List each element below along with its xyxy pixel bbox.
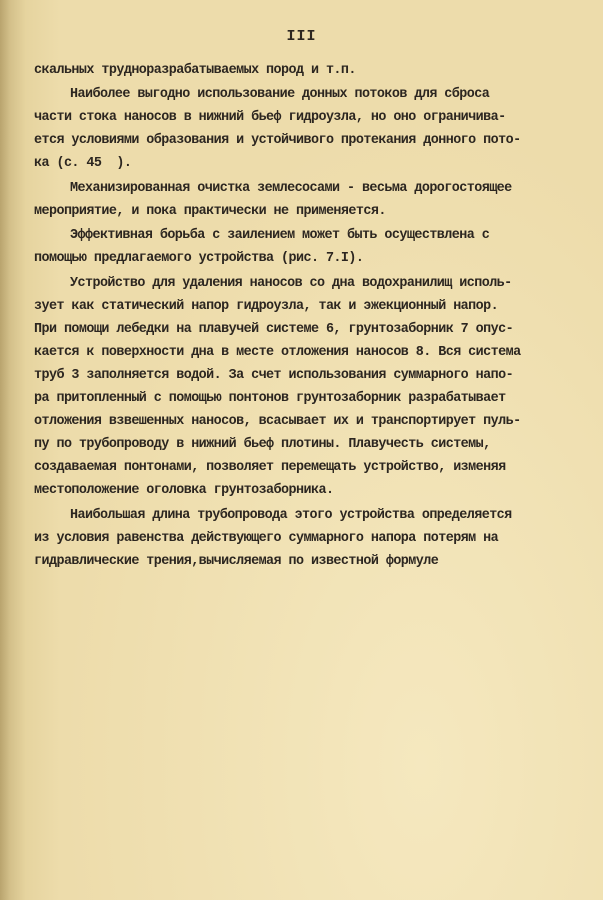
- text-line: создаваемая понтонами, позволяет перемещать устройство, изменяя: [34, 460, 506, 475]
- text-line: Эффективная борьба с заилением может быть осуществлена с: [70, 228, 490, 243]
- text-line: скальных трудноразрабатываемых пород и т.п.: [34, 63, 356, 78]
- text-line: отложения взвешенных наносов, всасывает их и транспортирует пуль-: [34, 414, 521, 429]
- text-line: мероприятие, и пока практически не применяется.: [34, 204, 386, 219]
- text-line: местоположение оголовка грунтозаборника.: [34, 483, 334, 498]
- text-line: ется условиями образования и устойчивого протекания донного пото-: [34, 133, 521, 148]
- text-line: Наиболее выгодно использование донных потоков для сброса: [70, 87, 490, 102]
- text-line: помощью предлагаемого устройства (рис. 7.I).: [34, 251, 364, 266]
- text-line: из условия равенства действующего суммарного напора потерям на: [34, 531, 499, 546]
- page-number: III: [286, 28, 317, 45]
- text-line: Механизированная очистка землесосами - весьма дорогостоящее: [70, 181, 512, 196]
- text-line: Наибольшая длина трубопровода этого устройства определяется: [70, 508, 512, 523]
- text-line: части стока наносов в нижний бьеф гидроузла, но оно ограничива-: [34, 110, 506, 125]
- text-line: ра притопленный с помощью понтонов грунтозаборник разрабатывает: [34, 391, 506, 406]
- text-line: ка (с. 45 ).: [34, 156, 132, 171]
- text-line: При помощи лебедки на плавучей системе 6, грунтозаборник 7 опус-: [34, 322, 514, 337]
- text-line: кается к поверхности дна в месте отложения наносов 8. Вся система: [34, 345, 521, 360]
- text-line: пу по трубопроводу в нижний бьеф плотины. Плавучесть системы,: [34, 437, 491, 452]
- text-line: зует как статический напор гидроузла, так и эжекционный напор.: [34, 299, 499, 314]
- text-line: труб 3 заполняется водой. За счет использования суммарного напо-: [34, 368, 514, 383]
- text-line: Устройство для удаления наносов со дна водохранилищ исполь-: [70, 276, 512, 291]
- text-line: гидравлические трения,вычисляемая по известной формуле: [34, 554, 439, 569]
